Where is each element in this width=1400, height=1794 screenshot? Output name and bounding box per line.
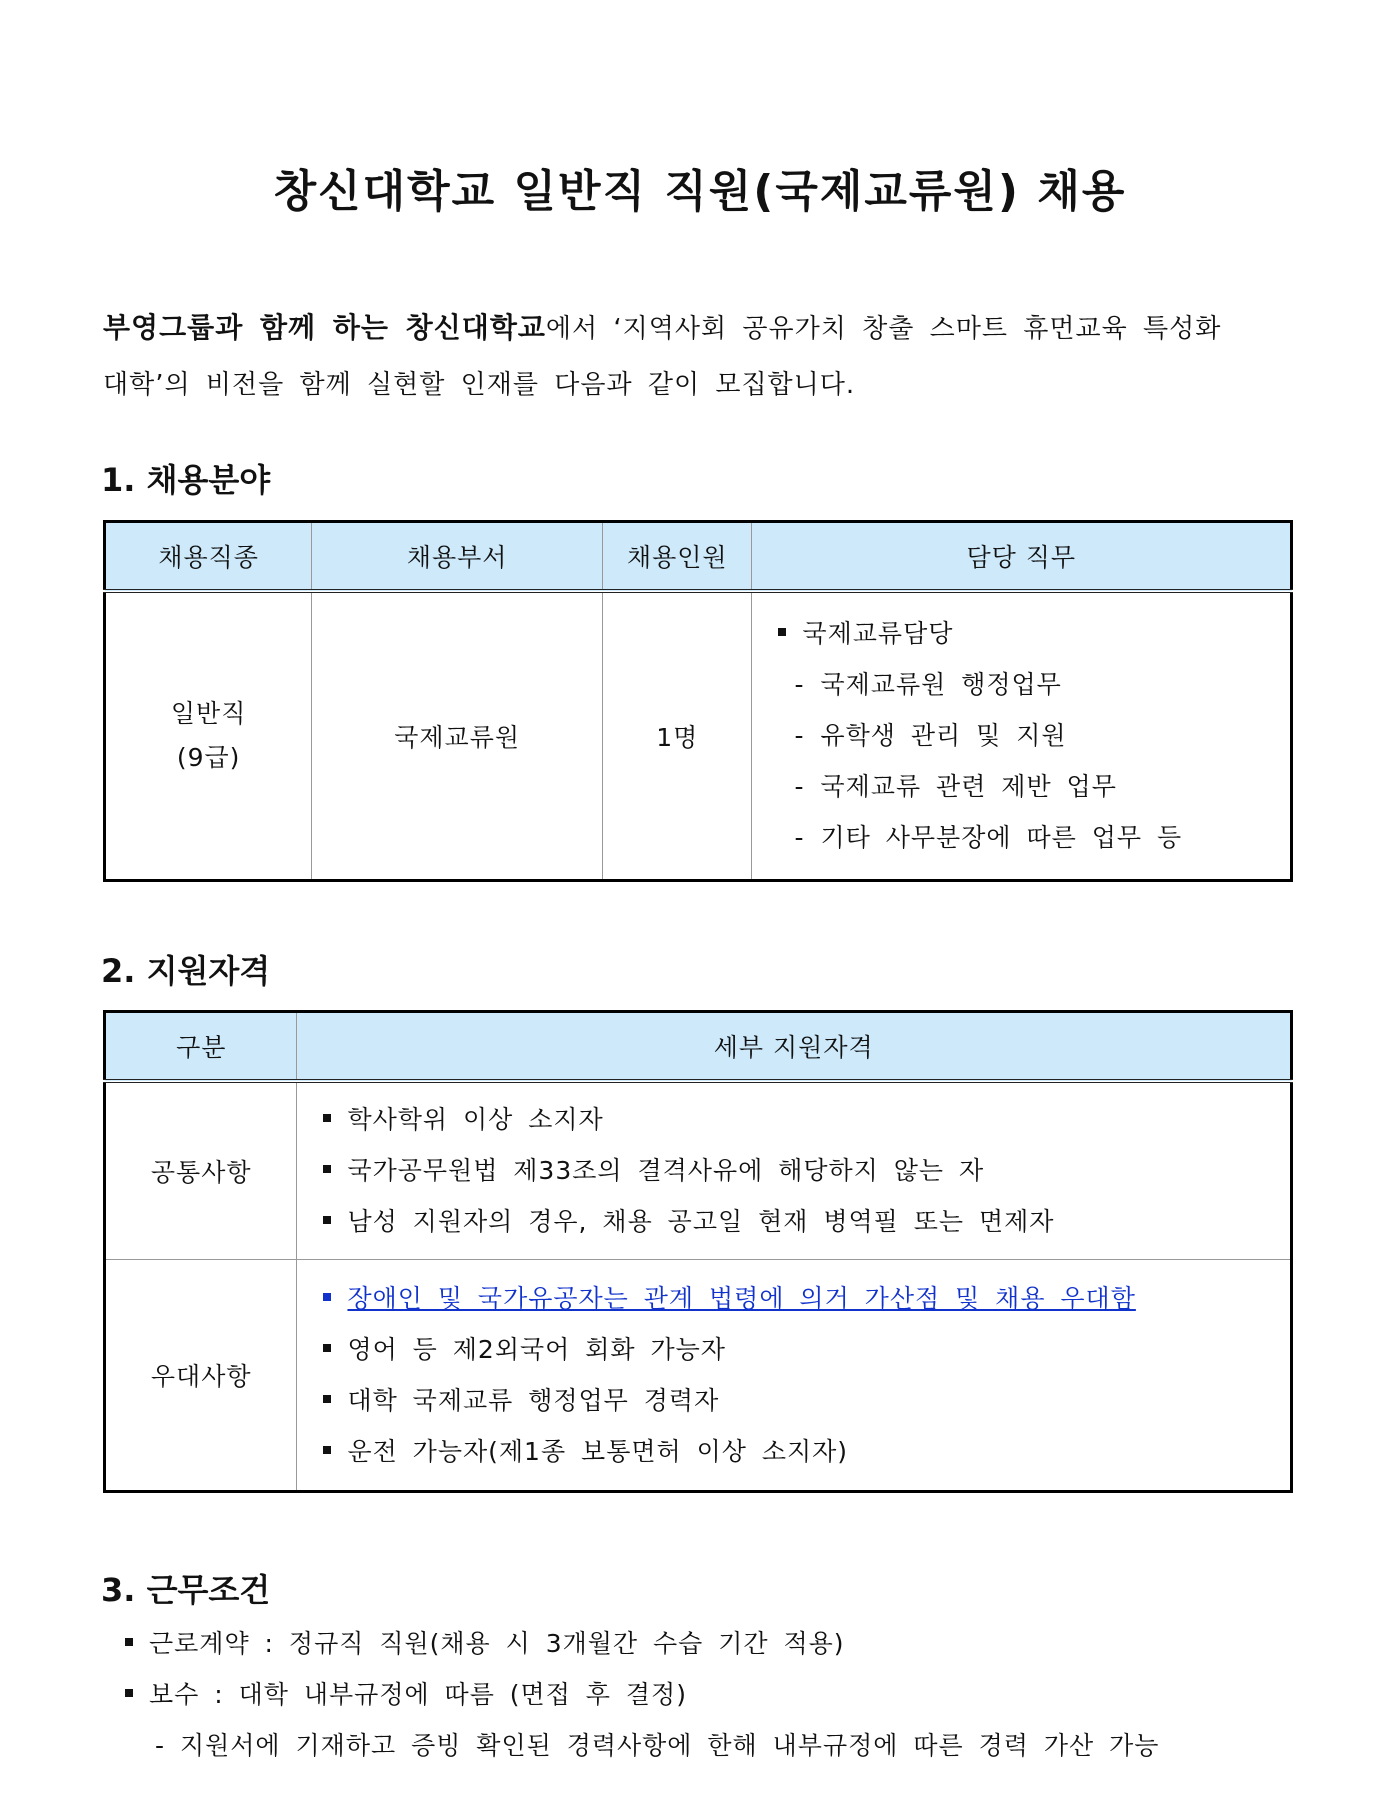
dash-icon: - <box>155 1731 180 1760</box>
section-heading-recruitment-field: 1. 채용분야 <box>101 461 271 499</box>
requirement-text: 학사학위 이상 소지자 <box>347 1105 604 1135</box>
duties-list <box>778 608 1289 863</box>
page-title: 창신대학교 일반직 직원(국제교류원) 채용 <box>273 166 1127 217</box>
preference-link[interactable]: 장애인 및 국가유공자는 관계 법령에 의거 가산점 및 채용 우대함 <box>347 1283 1136 1313</box>
list-item <box>778 710 1289 761</box>
table-header-row <box>105 1012 1292 1082</box>
list-item <box>778 812 1289 863</box>
list-item <box>323 1324 1289 1375</box>
intro-text-line2: 대학’의 비전을 함께 실현할 인재를 다음과 같이 모집합니다. <box>103 370 856 400</box>
table-row <box>105 1081 1292 1259</box>
duty-text: 국제교류 관련 제반 업무 <box>820 772 1117 802</box>
list-item <box>323 1145 1289 1196</box>
job-type-cell <box>105 591 312 880</box>
list-item <box>323 1196 1289 1247</box>
table-header-cell: 담당 직무 <box>752 522 1292 592</box>
table-header-cell: 구분 <box>105 1012 297 1082</box>
duty-title: 국제교류담당 <box>802 619 954 649</box>
list-item <box>778 608 1289 659</box>
section-heading-qualifications: 2. 지원자격 <box>101 952 271 990</box>
common-requirements-list <box>323 1094 1289 1247</box>
qualification-details-cell <box>297 1259 1292 1491</box>
square-bullet-icon <box>323 1344 331 1352</box>
working-conditions-list <box>125 1618 1159 1771</box>
job-grade-text: (9급) <box>176 742 241 772</box>
intro-paragraph <box>103 300 1298 413</box>
requirement-text: 남성 지원자의 경우, 채용 공고일 현재 병역필 또는 면제자 <box>347 1207 1055 1237</box>
list-item <box>323 1094 1289 1145</box>
preference-text: 운전 가능자(제1종 보통면허 이상 소지자) <box>347 1436 849 1466</box>
intro-bold-text: 부영그룹과 함께 하는 창신대학교 <box>103 311 546 344</box>
condition-text: 근로계약 : 정규직 직원(채용 시 3개월간 수습 기간 적용) <box>149 1629 845 1658</box>
dash-icon: - <box>794 772 805 802</box>
section-heading-working-conditions: 3. 근무조건 <box>101 1571 271 1609</box>
square-bullet-icon <box>125 1689 133 1697</box>
preference-text: 대학 국제교류 행정업무 경력자 <box>347 1385 720 1415</box>
list-item <box>323 1426 1289 1477</box>
preferred-list <box>323 1273 1289 1477</box>
dash-icon: - <box>794 670 805 700</box>
list-item <box>323 1375 1289 1426</box>
dash-icon: - <box>794 823 805 853</box>
table-row <box>105 591 1292 880</box>
recruitment-field-table <box>103 520 1293 882</box>
list-item <box>778 761 1289 812</box>
condition-subtext: 지원서에 기재하고 증빙 확인된 경력사항에 한해 내부규정에 따른 경력 가산 가능 <box>179 1731 1160 1760</box>
table-header-cell: 세부 지원자격 <box>297 1012 1292 1082</box>
square-bullet-icon <box>323 1114 331 1122</box>
qualifications-table <box>103 1010 1293 1493</box>
square-bullet-icon <box>323 1216 331 1224</box>
department-cell: 국제교류원 <box>312 591 603 880</box>
table-header-cell: 채용인원 <box>603 522 752 592</box>
table-header-cell: 채용부서 <box>312 522 603 592</box>
square-bullet-icon <box>323 1446 331 1454</box>
duty-text: 국제교류원 행정업무 <box>820 670 1062 700</box>
square-bullet-icon <box>323 1293 331 1301</box>
category-cell: 우대사항 <box>105 1259 297 1491</box>
table-header-row <box>105 522 1292 592</box>
headcount-cell: 1명 <box>603 591 752 880</box>
duties-cell <box>752 591 1292 880</box>
table-header-cell: 채용직종 <box>105 522 312 592</box>
list-item <box>125 1618 1159 1669</box>
intro-text-line1: 에서 ‘지역사회 공유가치 창출 스마트 휴먼교육 특성화 <box>545 314 1222 344</box>
table-row <box>105 1259 1292 1491</box>
list-item <box>125 1720 1159 1771</box>
square-bullet-icon <box>778 628 786 636</box>
preference-text: 영어 등 제2외국어 회화 가능자 <box>347 1334 726 1364</box>
square-bullet-icon <box>125 1638 133 1646</box>
qualification-details-cell <box>297 1081 1292 1259</box>
square-bullet-icon <box>323 1165 331 1173</box>
requirement-text: 국가공무원법 제33조의 결격사유에 해당하지 않는 자 <box>347 1156 985 1186</box>
category-cell: 공통사항 <box>150 1157 252 1187</box>
list-item <box>778 659 1289 710</box>
square-bullet-icon <box>323 1395 331 1403</box>
duty-text: 유학생 관리 및 지원 <box>820 721 1067 751</box>
list-item <box>125 1669 1159 1720</box>
list-item <box>323 1273 1289 1324</box>
job-type-text: 일반직 <box>170 698 247 728</box>
condition-text: 보수 : 대학 내부규정에 따름 (면접 후 결정) <box>149 1680 687 1709</box>
dash-icon: - <box>794 721 805 751</box>
duty-text: 기타 사무분장에 따른 업무 등 <box>820 823 1183 853</box>
